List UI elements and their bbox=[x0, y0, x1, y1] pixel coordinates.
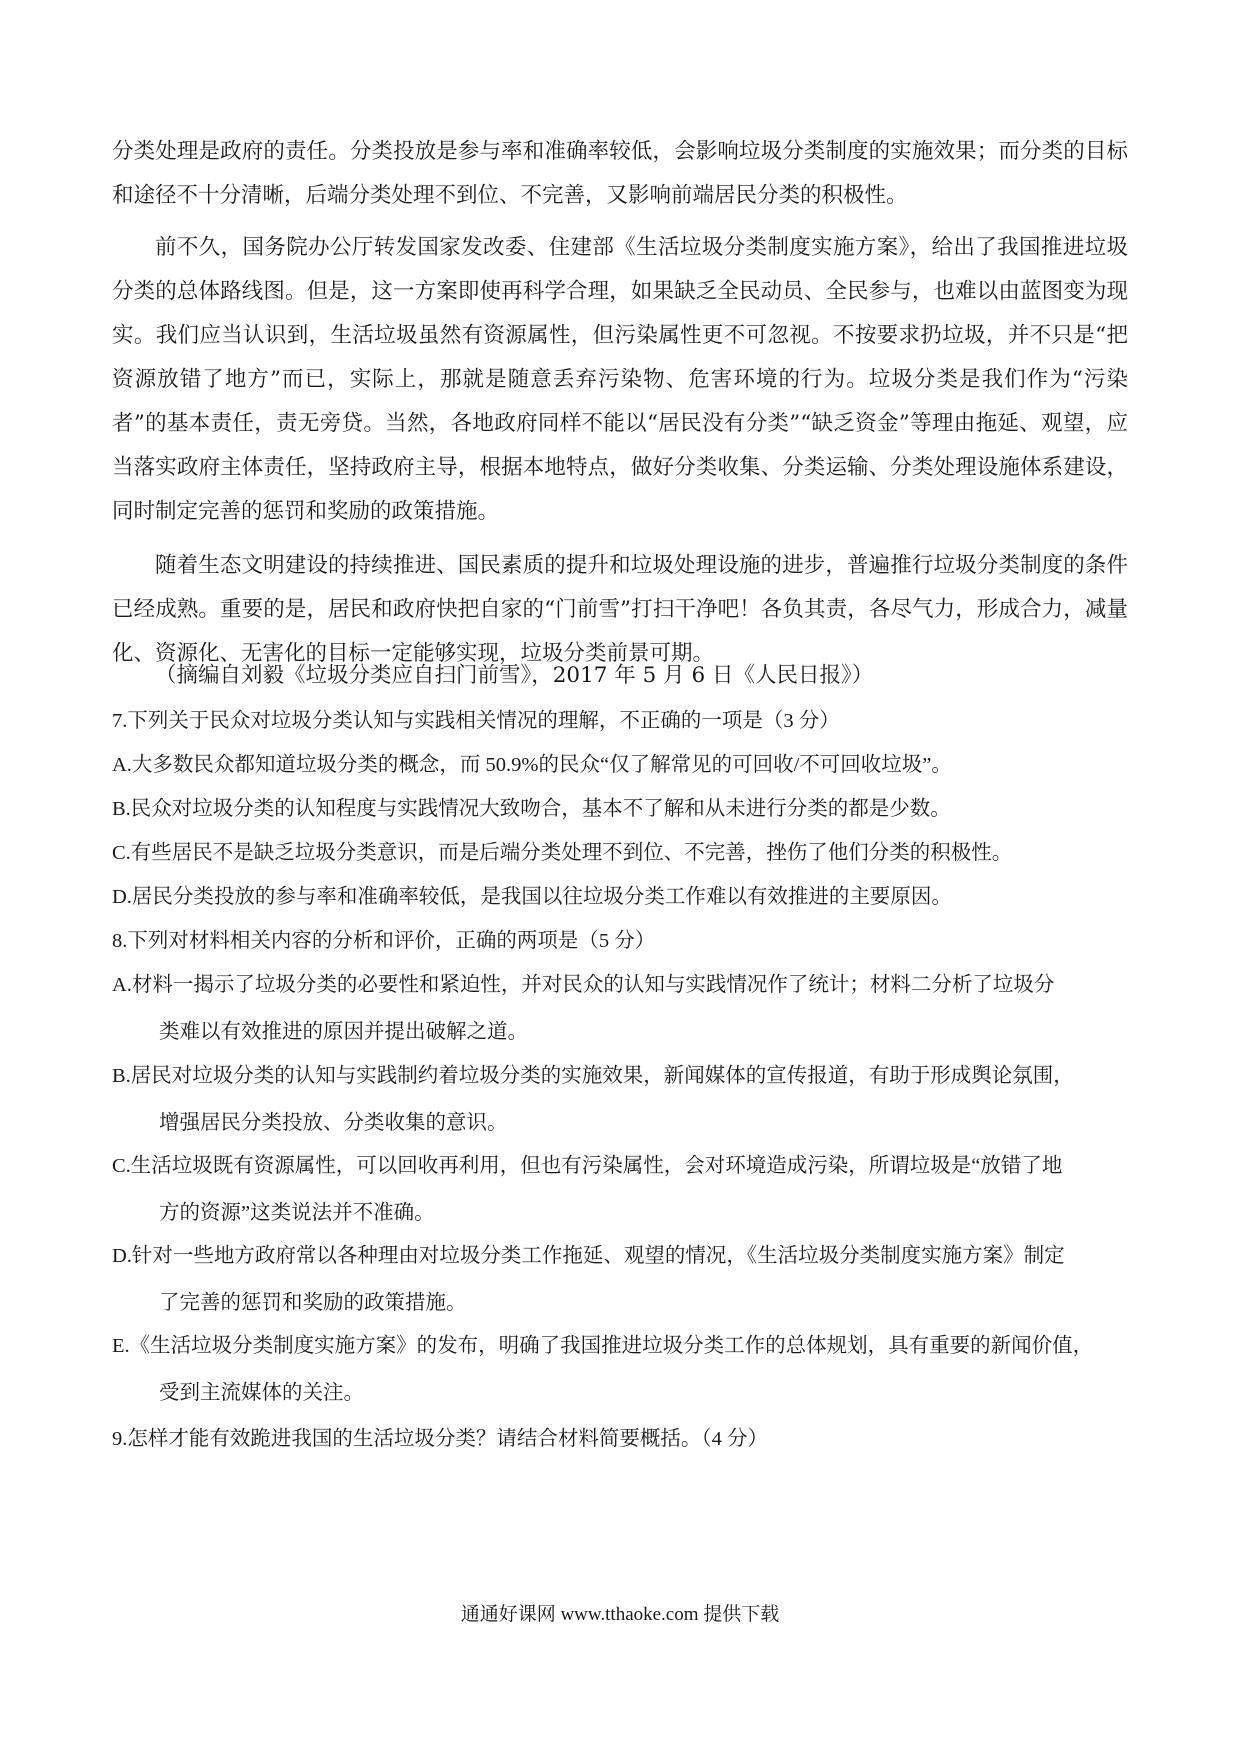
question-8-option-e-line2: 受到主流媒体的关注。 bbox=[159, 1382, 364, 1404]
question-7-stem: 7.下列关于民众对垃圾分类认知与实践相关情况的理解，不正确的一项是（3 分） bbox=[112, 710, 840, 732]
passage-source: （摘编自刘毅《垃圾分类应自扫门前雪》，2017 年 5 月 6 日《人民日报》） bbox=[155, 663, 874, 688]
question-9-stem: 9.怎样才能有效跪进我国的生活垃圾分类？请结合材料简要概括。（4 分） bbox=[112, 1428, 768, 1450]
question-8-option-b-line1: B.居民对垃圾分类的认知与实践制约着垃圾分类的实施效果，新闻媒体的宣传报道，有助于形成舆论氛围， bbox=[112, 1065, 1074, 1087]
question-7-option-a: A.大多数民众都知道垃圾分类的概念，而 50.9%的民众“仅了解常见的可回收/不可回收垃圾”。 bbox=[112, 754, 952, 776]
question-8-option-b bbox=[112, 1053, 1128, 1147]
question-8-option-c bbox=[112, 1143, 1128, 1237]
question-8-option-c-line1: C.生活垃圾既有资源属性，可以回收再利用，但也有污染属性，会对环境造成污染，所谓垃圾是“放错了地 bbox=[112, 1155, 1063, 1177]
question-8-option-a-line1: A.材料一揭示了垃圾分类的必要性和紧迫性，并对民众的认知与实践情况作了统计；材料二分析了垃圾分 bbox=[112, 974, 1055, 996]
question-8-option-e bbox=[112, 1323, 1128, 1417]
question-8-option-b-line2: 增强居民分类投放、分类收集的意识。 bbox=[159, 1112, 508, 1134]
page-footer: 通通好课网 www.tthaoke.com 提供下载 bbox=[460, 1604, 780, 1625]
question-7-option-d: D.居民分类投放的参与率和准确率较低，是我国以往垃圾分类工作难以有效推进的主要原因。 bbox=[112, 886, 952, 908]
question-8-option-c-line2: 方的资源”这类说法并不准确。 bbox=[159, 1202, 435, 1224]
question-8-option-d bbox=[112, 1233, 1128, 1327]
question-8-option-d-line1: D.针对一些地方政府常以各种理由对垃圾分类工作拖延、观望的情况，《生活垃圾分类制度实施方案》制定 bbox=[112, 1245, 1065, 1267]
question-8-option-a bbox=[112, 962, 1128, 1056]
question-8-option-a-line2: 类难以有效推进的原因并提出破解之道。 bbox=[159, 1021, 528, 1043]
question-8-option-d-line2: 了完善的惩罚和奖励的政策措施。 bbox=[159, 1292, 467, 1314]
question-8-stem: 8.下列对材料相关内容的分析和评价，正确的两项是（5 分） bbox=[112, 930, 656, 952]
passage-paragraph-3: 随着生态文明建设的持续推进、国民素质的提升和垃圾处理设施的进步，普遍推行垃圾分类制度的条件已经成熟。重要的是，居民和政府快把自家的“门前雪”打扫干净吧！各负其责，各尽气力，形成合力，减量化、资源化、无害化的目标一定能够实现，垃圾分类前景可期。 bbox=[112, 553, 1128, 666]
passage-paragraph-2: 前不久，国务院办公厅转发国家发改委、住建部《生活垃圾分类制度实施方案》，给出了我国推进垃圾分类的总体路线图。但是，这一方案即使再科学合理，如果缺乏全民动员、全民参与，也难以由蓝图变为现实。我们应当认识到，生活垃圾虽然有资源属性，但污染属性更不可忽视。不按要求扔垃圾，并不只是“把资源放错了地方”而已，实际上，那就是随意丢弃污染物、危害环境的行为。垃圾分类是我们作为“污染者”的基本责任，责无旁贷。当然，各地政府同样不能以“居民没有分类”“缺乏资金”等理由拖延、观望，应当落实政府主体责任，坚持政府主导，根据本地特点，做好分类收集、分类运输、分类处理设施体系建设，同时制定完善的惩罚和奖励的政策措施。 bbox=[112, 235, 1128, 524]
passage-paragraph-1: 分类处理是政府的责任。分类投放是参与率和准确率较低，会影响垃圾分类制度的实施效果；而分类的目标和途径不十分清晰，后端分类处理不到位、不完善，又影响前端居民分类的积极性。 bbox=[112, 139, 1128, 208]
question-7-option-c: C.有些居民不是缺乏垃圾分类意识，而是后端分类处理不到位、不完善，挫伤了他们分类的积极性。 bbox=[112, 842, 1013, 864]
question-8-option-e-line1: E.《生活垃圾分类制度实施方案》的发布，明确了我国推进垃圾分类工作的总体规划，具有重要的新闻价值， bbox=[112, 1335, 1094, 1357]
question-7-option-b: B.民众对垃圾分类的认知程度与实践情况大致吻合，基本不了解和从未进行分类的都是少数。 bbox=[112, 798, 951, 820]
